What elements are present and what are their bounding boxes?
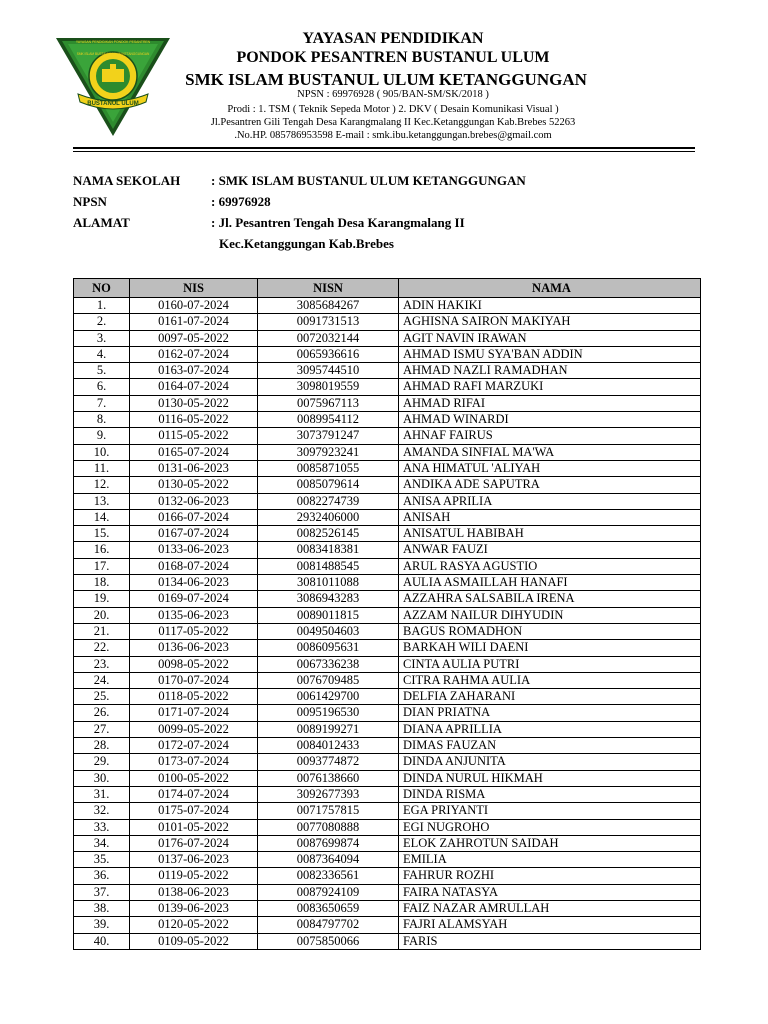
cell-nama: FAIRA NATASYA bbox=[399, 884, 701, 900]
cell-nis: 0170-07-2024 bbox=[130, 672, 258, 688]
cell-no: 1. bbox=[74, 298, 130, 314]
cell-nama: DELFIA ZAHARANI bbox=[399, 689, 701, 705]
cell-nama: DINDA NURUL HIKMAH bbox=[399, 770, 701, 786]
cell-nis: 0101-05-2022 bbox=[130, 819, 258, 835]
cell-nisn: 0085079614 bbox=[258, 477, 399, 493]
cell-no: 34. bbox=[74, 835, 130, 851]
school-label: NAMA SEKOLAH bbox=[73, 173, 181, 188]
cell-nis: 0160-07-2024 bbox=[130, 298, 258, 314]
table-row bbox=[74, 640, 701, 656]
table-row bbox=[74, 672, 701, 688]
cell-no: 3. bbox=[74, 330, 130, 346]
cell-nis: 0100-05-2022 bbox=[130, 770, 258, 786]
cell-nis: 0115-05-2022 bbox=[130, 428, 258, 444]
cell-nisn: 0071757815 bbox=[258, 803, 399, 819]
cell-nis: 0164-07-2024 bbox=[130, 379, 258, 395]
cell-nisn: 3073791247 bbox=[258, 428, 399, 444]
cell-nisn: 3081011088 bbox=[258, 575, 399, 591]
cell-nis: 0167-07-2024 bbox=[130, 526, 258, 542]
info-address bbox=[73, 215, 465, 231]
cell-nisn: 0076709485 bbox=[258, 672, 399, 688]
student-table bbox=[73, 278, 701, 950]
cell-nama: AGHISNA SAIRON MAKIYAH bbox=[399, 314, 701, 330]
cell-no: 10. bbox=[74, 444, 130, 460]
table-row bbox=[74, 526, 701, 542]
table-row bbox=[74, 623, 701, 639]
cell-nama: DIANA APRILLIA bbox=[399, 721, 701, 737]
cell-no: 19. bbox=[74, 591, 130, 607]
cell-nis: 0136-06-2023 bbox=[130, 640, 258, 656]
cell-nis: 0171-07-2024 bbox=[130, 705, 258, 721]
cell-no: 25. bbox=[74, 689, 130, 705]
cell-nis: 0116-05-2022 bbox=[130, 412, 258, 428]
cell-nisn: 0095196530 bbox=[258, 705, 399, 721]
table-row bbox=[74, 884, 701, 900]
address-value: : Jl. Pesantren Tengah Desa Karangmalang II bbox=[211, 215, 465, 230]
cell-nama: CINTA AULIA PUTRI bbox=[399, 656, 701, 672]
cell-nisn: 3086943283 bbox=[258, 591, 399, 607]
cell-no: 40. bbox=[74, 933, 130, 949]
cell-nisn: 3085684267 bbox=[258, 298, 399, 314]
header-nisn: NISN bbox=[258, 279, 399, 298]
cell-nisn: 0086095631 bbox=[258, 640, 399, 656]
npsn-line: NPSN : 69976928 ( 905/BAN-SM/SK/2018 ) bbox=[297, 89, 489, 100]
table-row bbox=[74, 786, 701, 802]
cell-nama: AZZAM NAILUR DIHYUDIN bbox=[399, 607, 701, 623]
cell-nama: EGI NUGROHO bbox=[399, 819, 701, 835]
cell-nisn: 0076138660 bbox=[258, 770, 399, 786]
cell-nama: AHNAF FAIRUS bbox=[399, 428, 701, 444]
table-row bbox=[74, 428, 701, 444]
cell-nis: 0163-07-2024 bbox=[130, 363, 258, 379]
cell-nis: 0138-06-2023 bbox=[130, 884, 258, 900]
table-row bbox=[74, 509, 701, 525]
cell-nisn: 0089954112 bbox=[258, 412, 399, 428]
cell-nisn: 0082526145 bbox=[258, 526, 399, 542]
cell-nis: 0097-05-2022 bbox=[130, 330, 258, 346]
cell-nama: EMILIA bbox=[399, 852, 701, 868]
cell-nisn: 0093774872 bbox=[258, 754, 399, 770]
table-row bbox=[74, 803, 701, 819]
table-row bbox=[74, 444, 701, 460]
table-row bbox=[74, 379, 701, 395]
cell-nama: AHMAD WINARDI bbox=[399, 412, 701, 428]
cell-nama: CITRA RAHMA AULIA bbox=[399, 672, 701, 688]
cell-nisn: 0087364094 bbox=[258, 852, 399, 868]
table-row bbox=[74, 835, 701, 851]
cell-nisn: 0081488545 bbox=[258, 558, 399, 574]
cell-nama: AGIT NAVIN IRAWAN bbox=[399, 330, 701, 346]
logo-middle-text: SMK ISLAM BUSTANUL ULUM KETANGGUNGAN bbox=[76, 52, 150, 56]
cell-nama: ADIN HAKIKI bbox=[399, 298, 701, 314]
school-value: : SMK ISLAM BUSTANUL ULUM KETANGGUNGAN bbox=[211, 173, 526, 188]
address-line: Jl.Pesantren Gili Tengah Desa Karangmalang II Kec.Ketanggungan Kab.Brebes 52263 bbox=[210, 117, 576, 128]
table-row bbox=[74, 346, 701, 362]
table-row bbox=[74, 754, 701, 770]
cell-nisn: 0075967113 bbox=[258, 395, 399, 411]
cell-nisn: 3098019559 bbox=[258, 379, 399, 395]
info-npsn bbox=[73, 194, 271, 210]
cell-nama: DINDA ANJUNITA bbox=[399, 754, 701, 770]
letterhead-divider-thin bbox=[73, 151, 695, 152]
cell-nama: ANDIKA ADE SAPUTRA bbox=[399, 477, 701, 493]
table-row bbox=[74, 493, 701, 509]
cell-no: 11. bbox=[74, 460, 130, 476]
cell-nisn: 0072032144 bbox=[258, 330, 399, 346]
cell-nama: ANISAH bbox=[399, 509, 701, 525]
cell-nis: 0134-06-2023 bbox=[130, 575, 258, 591]
table-row bbox=[74, 852, 701, 868]
cell-no: 14. bbox=[74, 509, 130, 525]
cell-no: 33. bbox=[74, 819, 130, 835]
cell-nisn: 0061429700 bbox=[258, 689, 399, 705]
cell-no: 27. bbox=[74, 721, 130, 737]
header-nama: NAMA bbox=[399, 279, 701, 298]
school-title: SMK ISLAM BUSTANUL ULUM KETANGGUNGAN bbox=[185, 70, 587, 89]
cell-nisn: 0089199271 bbox=[258, 721, 399, 737]
table-row bbox=[74, 819, 701, 835]
cell-nama: AHMAD NAZLI RAMADHAN bbox=[399, 363, 701, 379]
cell-nis: 0120-05-2022 bbox=[130, 917, 258, 933]
cell-no: 17. bbox=[74, 558, 130, 574]
info-school bbox=[73, 173, 526, 189]
table-row bbox=[74, 917, 701, 933]
table-row bbox=[74, 705, 701, 721]
cell-nisn: 0091731513 bbox=[258, 314, 399, 330]
cell-no: 35. bbox=[74, 852, 130, 868]
npsn-label: NPSN bbox=[73, 194, 107, 209]
table-row bbox=[74, 314, 701, 330]
cell-nisn: 3092677393 bbox=[258, 786, 399, 802]
cell-nis: 0173-07-2024 bbox=[130, 754, 258, 770]
cell-nis: 0165-07-2024 bbox=[130, 444, 258, 460]
cell-nis: 0133-06-2023 bbox=[130, 542, 258, 558]
cell-no: 30. bbox=[74, 770, 130, 786]
cell-nama: FAHRUR ROZHI bbox=[399, 868, 701, 884]
cell-no: 5. bbox=[74, 363, 130, 379]
cell-nisn: 0085871055 bbox=[258, 460, 399, 476]
logo-banner-text: BUSTANUL ULUM bbox=[87, 101, 139, 107]
cell-nama: FAIZ NAZAR AMRULLAH bbox=[399, 900, 701, 916]
cell-nisn: 0082274739 bbox=[258, 493, 399, 509]
cell-nis: 0137-06-2023 bbox=[130, 852, 258, 868]
cell-nis: 0139-06-2023 bbox=[130, 900, 258, 916]
cell-nisn: 2932406000 bbox=[258, 509, 399, 525]
cell-no: 9. bbox=[74, 428, 130, 444]
cell-nama: ARUL RASYA AGUSTIO bbox=[399, 558, 701, 574]
cell-no: 38. bbox=[74, 900, 130, 916]
table-row bbox=[74, 738, 701, 754]
header-no: NO bbox=[74, 279, 130, 298]
cell-nama: ANA HIMATUL 'ALIYAH bbox=[399, 460, 701, 476]
table-row bbox=[74, 558, 701, 574]
cell-nis: 0169-07-2024 bbox=[130, 591, 258, 607]
pesantren-title: PONDOK PESANTREN BUSTANUL ULUM bbox=[236, 49, 550, 66]
cell-no: 31. bbox=[74, 786, 130, 802]
table-body bbox=[74, 298, 701, 950]
cell-nis: 0176-07-2024 bbox=[130, 835, 258, 851]
table-row bbox=[74, 721, 701, 737]
cell-nama: ANISATUL HABIBAH bbox=[399, 526, 701, 542]
contact-line: .No.HP. 085786953598 E-mail : smk.ibu.ketanggungan.brebes@gmail.com bbox=[234, 130, 552, 141]
cell-nis: 0098-05-2022 bbox=[130, 656, 258, 672]
table-row bbox=[74, 477, 701, 493]
cell-nisn: 0084797702 bbox=[258, 917, 399, 933]
cell-no: 8. bbox=[74, 412, 130, 428]
logo-top-text: YAYASAN PENDIDIKAN PONDOK PESANTREN bbox=[75, 40, 151, 44]
school-logo bbox=[54, 36, 172, 138]
cell-nis: 0166-07-2024 bbox=[130, 509, 258, 525]
table-row bbox=[74, 298, 701, 314]
cell-nama: ANISA APRILIA bbox=[399, 493, 701, 509]
table-row bbox=[74, 933, 701, 949]
table-row bbox=[74, 656, 701, 672]
cell-nama: AULIA ASMAILLAH HANAFI bbox=[399, 575, 701, 591]
cell-nis: 0130-05-2022 bbox=[130, 395, 258, 411]
cell-nis: 0119-05-2022 bbox=[130, 868, 258, 884]
cell-nis: 0175-07-2024 bbox=[130, 803, 258, 819]
cell-no: 6. bbox=[74, 379, 130, 395]
cell-nisn: 0067336238 bbox=[258, 656, 399, 672]
cell-nis: 0168-07-2024 bbox=[130, 558, 258, 574]
cell-nama: DIAN PRIATNA bbox=[399, 705, 701, 721]
cell-nisn: 3095744510 bbox=[258, 363, 399, 379]
cell-nama: AHMAD ISMU SYA'BAN ADDIN bbox=[399, 346, 701, 362]
cell-nama: ANWAR FAUZI bbox=[399, 542, 701, 558]
table-row bbox=[74, 330, 701, 346]
table-row bbox=[74, 770, 701, 786]
cell-no: 23. bbox=[74, 656, 130, 672]
address-value-line2: Kec.Ketanggungan Kab.Brebes bbox=[219, 236, 394, 251]
cell-no: 29. bbox=[74, 754, 130, 770]
cell-nisn: 0049504603 bbox=[258, 623, 399, 639]
cell-nis: 0172-07-2024 bbox=[130, 738, 258, 754]
cell-no: 12. bbox=[74, 477, 130, 493]
cell-nama: ELOK ZAHROTUN SAIDAH bbox=[399, 835, 701, 851]
cell-nis: 0131-06-2023 bbox=[130, 460, 258, 476]
cell-no: 24. bbox=[74, 672, 130, 688]
letterhead-divider-thick bbox=[73, 147, 695, 149]
cell-nama: FARIS bbox=[399, 933, 701, 949]
cell-nis: 0130-05-2022 bbox=[130, 477, 258, 493]
cell-no: 7. bbox=[74, 395, 130, 411]
cell-no: 15. bbox=[74, 526, 130, 542]
table-row bbox=[74, 460, 701, 476]
npsn-value: : 69976928 bbox=[211, 194, 271, 209]
cell-nisn: 0089011815 bbox=[258, 607, 399, 623]
header-nis: NIS bbox=[130, 279, 258, 298]
table-row bbox=[74, 607, 701, 623]
cell-nis: 0135-06-2023 bbox=[130, 607, 258, 623]
cell-nama: DINDA RISMA bbox=[399, 786, 701, 802]
table-row bbox=[74, 591, 701, 607]
cell-nisn: 0083650659 bbox=[258, 900, 399, 916]
address-label: ALAMAT bbox=[73, 215, 130, 230]
table-row bbox=[74, 412, 701, 428]
prodi-line: Prodi : 1. TSM ( Teknik Sepeda Motor ) 2. DKV ( Desain Komunikasi Visual ) bbox=[227, 104, 559, 115]
cell-nama: DIMAS FAUZAN bbox=[399, 738, 701, 754]
cell-no: 39. bbox=[74, 917, 130, 933]
table-header-row bbox=[74, 279, 701, 298]
cell-no: 16. bbox=[74, 542, 130, 558]
cell-nisn: 0083418381 bbox=[258, 542, 399, 558]
cell-nis: 0132-06-2023 bbox=[130, 493, 258, 509]
table-row bbox=[74, 395, 701, 411]
cell-nisn: 3097923241 bbox=[258, 444, 399, 460]
cell-nisn: 0075850066 bbox=[258, 933, 399, 949]
table-row bbox=[74, 689, 701, 705]
cell-no: 28. bbox=[74, 738, 130, 754]
cell-no: 2. bbox=[74, 314, 130, 330]
cell-nisn: 0087699874 bbox=[258, 835, 399, 851]
cell-no: 18. bbox=[74, 575, 130, 591]
cell-nama: AMANDA SINFIAL MA'WA bbox=[399, 444, 701, 460]
table-row bbox=[74, 900, 701, 916]
cell-nama: EGA PRIYANTI bbox=[399, 803, 701, 819]
cell-nisn: 0065936616 bbox=[258, 346, 399, 362]
cell-no: 26. bbox=[74, 705, 130, 721]
table-row bbox=[74, 575, 701, 591]
cell-nama: AZZAHRA SALSABILA IRENA bbox=[399, 591, 701, 607]
cell-no: 37. bbox=[74, 884, 130, 900]
cell-nis: 0117-05-2022 bbox=[130, 623, 258, 639]
cell-nis: 0109-05-2022 bbox=[130, 933, 258, 949]
cell-nama: BAGUS ROMADHON bbox=[399, 623, 701, 639]
cell-no: 21. bbox=[74, 623, 130, 639]
cell-nama: AHMAD RIFAI bbox=[399, 395, 701, 411]
cell-nis: 0118-05-2022 bbox=[130, 689, 258, 705]
cell-no: 32. bbox=[74, 803, 130, 819]
cell-nama: FAJRI ALAMSYAH bbox=[399, 917, 701, 933]
table-row bbox=[74, 868, 701, 884]
cell-nisn: 0077080888 bbox=[258, 819, 399, 835]
table-row bbox=[74, 542, 701, 558]
cell-nis: 0174-07-2024 bbox=[130, 786, 258, 802]
cell-nisn: 0084012433 bbox=[258, 738, 399, 754]
cell-nama: AHMAD RAFI MARZUKI bbox=[399, 379, 701, 395]
cell-nis: 0162-07-2024 bbox=[130, 346, 258, 362]
cell-no: 36. bbox=[74, 868, 130, 884]
cell-no: 13. bbox=[74, 493, 130, 509]
cell-nis: 0099-05-2022 bbox=[130, 721, 258, 737]
table-row bbox=[74, 363, 701, 379]
cell-nama: BARKAH WILI DAENI bbox=[399, 640, 701, 656]
foundation-title: YAYASAN PENDIDIKAN bbox=[302, 30, 484, 47]
cell-no: 20. bbox=[74, 607, 130, 623]
cell-nisn: 0082336561 bbox=[258, 868, 399, 884]
cell-no: 4. bbox=[74, 346, 130, 362]
cell-no: 22. bbox=[74, 640, 130, 656]
cell-nisn: 0087924109 bbox=[258, 884, 399, 900]
cell-nis: 0161-07-2024 bbox=[130, 314, 258, 330]
